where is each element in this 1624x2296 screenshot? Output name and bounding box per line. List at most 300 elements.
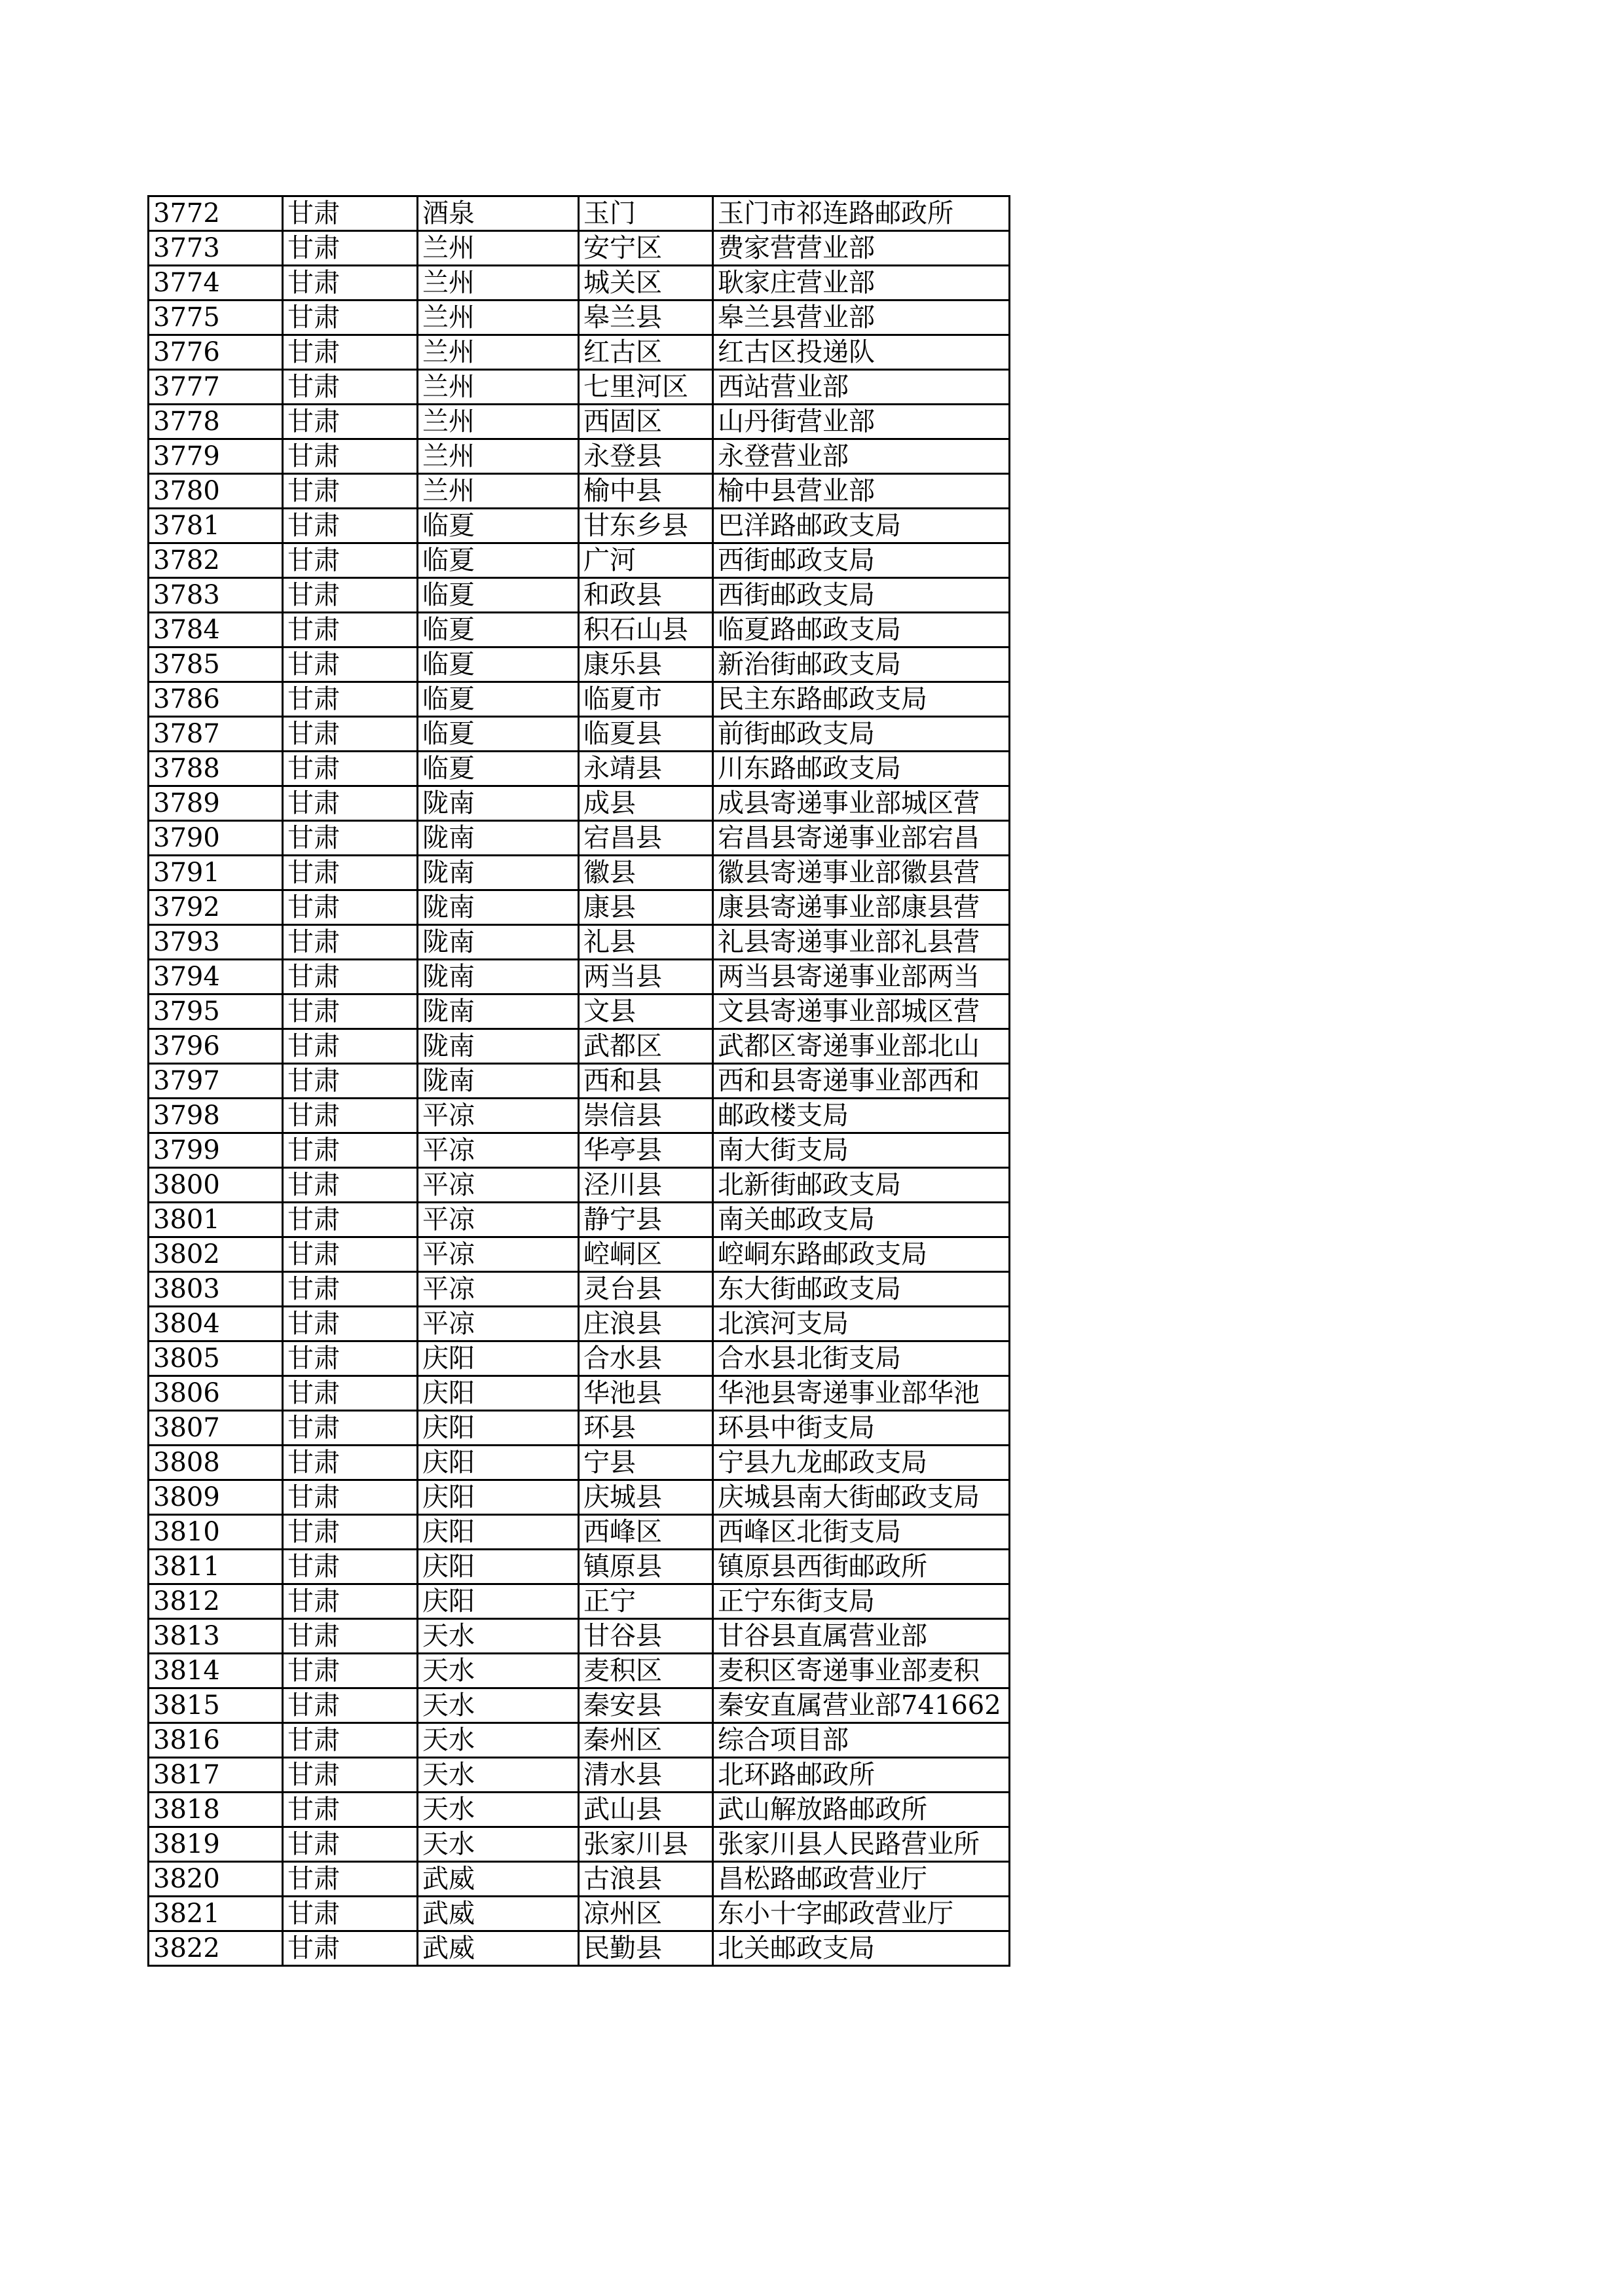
- city-cell: 天水: [418, 1654, 579, 1688]
- table-row: [149, 370, 1010, 405]
- city-cell: 庆阳: [418, 1550, 579, 1584]
- table-row: [149, 1133, 1010, 1168]
- province-cell: 甘肃: [283, 474, 418, 509]
- province-cell: 甘肃: [283, 682, 418, 717]
- row-number-cell: 3780: [149, 474, 283, 509]
- province-cell: 甘肃: [283, 1307, 418, 1341]
- city-cell: 酒泉: [418, 196, 579, 231]
- city-cell: 临夏: [418, 717, 579, 752]
- office-name-cell: 永登营业部: [713, 439, 1010, 474]
- office-name-cell: 北关邮政支局: [713, 1931, 1010, 1966]
- table-row: [149, 1168, 1010, 1203]
- office-name-cell: 正宁东街支局: [713, 1584, 1010, 1619]
- city-cell: 兰州: [418, 370, 579, 405]
- district-cell: 武山县: [579, 1793, 713, 1827]
- table-row: [149, 647, 1010, 682]
- office-name-cell: 南大街支局: [713, 1133, 1010, 1168]
- district-cell: 城关区: [579, 266, 713, 301]
- row-number-cell: 3792: [149, 890, 283, 925]
- office-name-cell: 巴洋路邮政支局: [713, 509, 1010, 543]
- office-name-cell: 康县寄递事业部康县营: [713, 890, 1010, 925]
- district-cell: 凉州区: [579, 1897, 713, 1931]
- district-cell: 庄浪县: [579, 1307, 713, 1341]
- table-row: [149, 1272, 1010, 1307]
- province-cell: 甘肃: [283, 405, 418, 439]
- table-row: [149, 1931, 1010, 1966]
- province-cell: 甘肃: [283, 1099, 418, 1133]
- row-number-cell: 3810: [149, 1515, 283, 1550]
- district-cell: 静宁县: [579, 1203, 713, 1237]
- row-number-cell: 3814: [149, 1654, 283, 1688]
- city-cell: 武威: [418, 1897, 579, 1931]
- city-cell: 庆阳: [418, 1515, 579, 1550]
- table-row: [149, 1758, 1010, 1793]
- district-cell: 秦安县: [579, 1688, 713, 1723]
- table-row: [149, 1550, 1010, 1584]
- city-cell: 兰州: [418, 405, 579, 439]
- district-cell: 文县: [579, 994, 713, 1029]
- row-number-cell: 3820: [149, 1862, 283, 1897]
- city-cell: 兰州: [418, 231, 579, 266]
- province-cell: 甘肃: [283, 1654, 418, 1688]
- row-number-cell: 3785: [149, 647, 283, 682]
- province-cell: 甘肃: [283, 1203, 418, 1237]
- table-row: [149, 890, 1010, 925]
- table-row: [149, 474, 1010, 509]
- city-cell: 天水: [418, 1619, 579, 1654]
- district-cell: 永靖县: [579, 752, 713, 786]
- row-number-cell: 3811: [149, 1550, 283, 1584]
- row-number-cell: 3793: [149, 925, 283, 960]
- office-name-cell: 宁县九龙邮政支局: [713, 1446, 1010, 1480]
- row-number-cell: 3776: [149, 335, 283, 370]
- table-row: [149, 1480, 1010, 1515]
- city-cell: 天水: [418, 1723, 579, 1758]
- row-number-cell: 3791: [149, 856, 283, 890]
- office-name-cell: 综合项目部: [713, 1723, 1010, 1758]
- city-cell: 天水: [418, 1688, 579, 1723]
- table-row: [149, 301, 1010, 335]
- district-cell: 华池县: [579, 1376, 713, 1411]
- province-cell: 甘肃: [283, 1237, 418, 1272]
- district-cell: 皋兰县: [579, 301, 713, 335]
- office-name-cell: 环县中街支局: [713, 1411, 1010, 1446]
- district-cell: 庆城县: [579, 1480, 713, 1515]
- office-name-cell: 费家营营业部: [713, 231, 1010, 266]
- table-row: [149, 196, 1010, 231]
- province-cell: 甘肃: [283, 1897, 418, 1931]
- city-cell: 庆阳: [418, 1446, 579, 1480]
- province-cell: 甘肃: [283, 266, 418, 301]
- table-row: [149, 335, 1010, 370]
- city-cell: 临夏: [418, 578, 579, 613]
- district-cell: 灵台县: [579, 1272, 713, 1307]
- row-number-cell: 3798: [149, 1099, 283, 1133]
- row-number-cell: 3774: [149, 266, 283, 301]
- city-cell: 武威: [418, 1862, 579, 1897]
- office-name-cell: 华池县寄递事业部华池: [713, 1376, 1010, 1411]
- province-cell: 甘肃: [283, 1272, 418, 1307]
- city-cell: 庆阳: [418, 1341, 579, 1376]
- office-name-cell: 成县寄递事业部城区营: [713, 786, 1010, 821]
- district-cell: 甘谷县: [579, 1619, 713, 1654]
- district-cell: 武都区: [579, 1029, 713, 1064]
- office-name-cell: 秦安直属营业部741662: [713, 1688, 1010, 1723]
- district-cell: 广河: [579, 543, 713, 578]
- district-cell: 临夏市: [579, 682, 713, 717]
- table-row: [149, 1411, 1010, 1446]
- city-cell: 武威: [418, 1931, 579, 1966]
- table-row: [149, 1688, 1010, 1723]
- table-row: [149, 1619, 1010, 1654]
- office-name-cell: 镇原县西街邮政所: [713, 1550, 1010, 1584]
- city-cell: 天水: [418, 1793, 579, 1827]
- row-number-cell: 3783: [149, 578, 283, 613]
- row-number-cell: 3806: [149, 1376, 283, 1411]
- province-cell: 甘肃: [283, 1758, 418, 1793]
- province-cell: 甘肃: [283, 578, 418, 613]
- row-number-cell: 3808: [149, 1446, 283, 1480]
- district-cell: 积石山县: [579, 613, 713, 647]
- table-row: [149, 266, 1010, 301]
- province-cell: 甘肃: [283, 439, 418, 474]
- district-cell: 临夏县: [579, 717, 713, 752]
- district-cell: 镇原县: [579, 1550, 713, 1584]
- province-cell: 甘肃: [283, 370, 418, 405]
- district-cell: 红古区: [579, 335, 713, 370]
- table-row: [149, 682, 1010, 717]
- row-number-cell: 3788: [149, 752, 283, 786]
- province-cell: 甘肃: [283, 1619, 418, 1654]
- province-cell: 甘肃: [283, 543, 418, 578]
- table-row: [149, 960, 1010, 994]
- office-name-cell: 北新街邮政支局: [713, 1168, 1010, 1203]
- city-cell: 陇南: [418, 925, 579, 960]
- province-cell: 甘肃: [283, 1064, 418, 1099]
- row-number-cell: 3813: [149, 1619, 283, 1654]
- table-row: [149, 856, 1010, 890]
- office-name-cell: 东小十字邮政营业厅: [713, 1897, 1010, 1931]
- office-name-cell: 西街邮政支局: [713, 543, 1010, 578]
- city-cell: 兰州: [418, 301, 579, 335]
- district-cell: 清水县: [579, 1758, 713, 1793]
- row-number-cell: 3786: [149, 682, 283, 717]
- row-number-cell: 3816: [149, 1723, 283, 1758]
- office-name-cell: 南关邮政支局: [713, 1203, 1010, 1237]
- city-cell: 陇南: [418, 1064, 579, 1099]
- table-row: [149, 1203, 1010, 1237]
- office-name-cell: 西和县寄递事业部西和: [713, 1064, 1010, 1099]
- district-cell: 徽县: [579, 856, 713, 890]
- city-cell: 临夏: [418, 752, 579, 786]
- table-row: [149, 1723, 1010, 1758]
- table-row: [149, 231, 1010, 266]
- table-row: [149, 1446, 1010, 1480]
- province-cell: 甘肃: [283, 1411, 418, 1446]
- province-cell: 甘肃: [283, 1584, 418, 1619]
- city-cell: 陇南: [418, 960, 579, 994]
- row-number-cell: 3807: [149, 1411, 283, 1446]
- table-row: [149, 613, 1010, 647]
- province-cell: 甘肃: [283, 301, 418, 335]
- table-row: [149, 1307, 1010, 1341]
- city-cell: 陇南: [418, 786, 579, 821]
- table-row: [149, 1584, 1010, 1619]
- city-cell: 平凉: [418, 1168, 579, 1203]
- office-name-cell: 西站营业部: [713, 370, 1010, 405]
- table-row: [149, 1862, 1010, 1897]
- row-number-cell: 3796: [149, 1029, 283, 1064]
- city-cell: 平凉: [418, 1133, 579, 1168]
- district-cell: 两当县: [579, 960, 713, 994]
- province-cell: 甘肃: [283, 1931, 418, 1966]
- district-cell: 泾川县: [579, 1168, 713, 1203]
- district-cell: 正宁: [579, 1584, 713, 1619]
- row-number-cell: 3822: [149, 1931, 283, 1966]
- city-cell: 临夏: [418, 647, 579, 682]
- row-number-cell: 3781: [149, 509, 283, 543]
- province-cell: 甘肃: [283, 925, 418, 960]
- district-cell: 崆峒区: [579, 1237, 713, 1272]
- district-cell: 榆中县: [579, 474, 713, 509]
- office-name-cell: 西峰区北街支局: [713, 1515, 1010, 1550]
- data-table: [147, 195, 1010, 1967]
- row-number-cell: 3799: [149, 1133, 283, 1168]
- row-number-cell: 3819: [149, 1827, 283, 1862]
- row-number-cell: 3777: [149, 370, 283, 405]
- city-cell: 庆阳: [418, 1376, 579, 1411]
- table-row: [149, 1341, 1010, 1376]
- row-number-cell: 3790: [149, 821, 283, 856]
- office-name-cell: 邮政楼支局: [713, 1099, 1010, 1133]
- table-body: [149, 196, 1010, 1966]
- province-cell: 甘肃: [283, 1550, 418, 1584]
- province-cell: 甘肃: [283, 1827, 418, 1862]
- province-cell: 甘肃: [283, 613, 418, 647]
- office-name-cell: 庆城县南大街邮政支局: [713, 1480, 1010, 1515]
- district-cell: 麦积区: [579, 1654, 713, 1688]
- city-cell: 陇南: [418, 890, 579, 925]
- province-cell: 甘肃: [283, 752, 418, 786]
- row-number-cell: 3812: [149, 1584, 283, 1619]
- table-row: [149, 752, 1010, 786]
- province-cell: 甘肃: [283, 1341, 418, 1376]
- table-row: [149, 994, 1010, 1029]
- office-name-cell: 宕昌县寄递事业部宕昌: [713, 821, 1010, 856]
- district-cell: 康乐县: [579, 647, 713, 682]
- province-cell: 甘肃: [283, 196, 418, 231]
- office-name-cell: 两当县寄递事业部两当: [713, 960, 1010, 994]
- district-cell: 永登县: [579, 439, 713, 474]
- office-name-cell: 榆中县营业部: [713, 474, 1010, 509]
- district-cell: 西固区: [579, 405, 713, 439]
- table-row: [149, 1237, 1010, 1272]
- office-name-cell: 红古区投递队: [713, 335, 1010, 370]
- office-name-cell: 张家川县人民路营业所: [713, 1827, 1010, 1862]
- city-cell: 庆阳: [418, 1584, 579, 1619]
- province-cell: 甘肃: [283, 1862, 418, 1897]
- table-row: [149, 439, 1010, 474]
- office-name-cell: 合水县北街支局: [713, 1341, 1010, 1376]
- table-row: [149, 821, 1010, 856]
- row-number-cell: 3817: [149, 1758, 283, 1793]
- province-cell: 甘肃: [283, 1688, 418, 1723]
- office-name-cell: 徽县寄递事业部徽县营: [713, 856, 1010, 890]
- office-name-cell: 北环路邮政所: [713, 1758, 1010, 1793]
- office-name-cell: 昌松路邮政营业厅: [713, 1862, 1010, 1897]
- office-name-cell: 耿家庄营业部: [713, 266, 1010, 301]
- row-number-cell: 3789: [149, 786, 283, 821]
- row-number-cell: 3782: [149, 543, 283, 578]
- district-cell: 宕昌县: [579, 821, 713, 856]
- row-number-cell: 3804: [149, 1307, 283, 1341]
- table-row: [149, 1897, 1010, 1931]
- row-number-cell: 3815: [149, 1688, 283, 1723]
- office-name-cell: 麦积区寄递事业部麦积: [713, 1654, 1010, 1688]
- table-row: [149, 543, 1010, 578]
- office-name-cell: 玉门市祁连路邮政所: [713, 196, 1010, 231]
- city-cell: 兰州: [418, 439, 579, 474]
- city-cell: 兰州: [418, 474, 579, 509]
- office-name-cell: 山丹街营业部: [713, 405, 1010, 439]
- province-cell: 甘肃: [283, 1793, 418, 1827]
- city-cell: 临夏: [418, 682, 579, 717]
- district-cell: 成县: [579, 786, 713, 821]
- row-number-cell: 3802: [149, 1237, 283, 1272]
- table-row: [149, 1654, 1010, 1688]
- office-name-cell: 武都区寄递事业部北山: [713, 1029, 1010, 1064]
- province-cell: 甘肃: [283, 1376, 418, 1411]
- row-number-cell: 3818: [149, 1793, 283, 1827]
- office-name-cell: 新治街邮政支局: [713, 647, 1010, 682]
- city-cell: 临夏: [418, 543, 579, 578]
- row-number-cell: 3794: [149, 960, 283, 994]
- province-cell: 甘肃: [283, 960, 418, 994]
- district-cell: 安宁区: [579, 231, 713, 266]
- district-cell: 七里河区: [579, 370, 713, 405]
- city-cell: 天水: [418, 1827, 579, 1862]
- province-cell: 甘肃: [283, 1480, 418, 1515]
- row-number-cell: 3772: [149, 196, 283, 231]
- district-cell: 西峰区: [579, 1515, 713, 1550]
- city-cell: 陇南: [418, 856, 579, 890]
- city-cell: 临夏: [418, 613, 579, 647]
- province-cell: 甘肃: [283, 1168, 418, 1203]
- province-cell: 甘肃: [283, 717, 418, 752]
- district-cell: 环县: [579, 1411, 713, 1446]
- province-cell: 甘肃: [283, 647, 418, 682]
- province-cell: 甘肃: [283, 890, 418, 925]
- province-cell: 甘肃: [283, 335, 418, 370]
- city-cell: 陇南: [418, 994, 579, 1029]
- province-cell: 甘肃: [283, 1723, 418, 1758]
- table-row: [149, 578, 1010, 613]
- district-cell: 康县: [579, 890, 713, 925]
- row-number-cell: 3805: [149, 1341, 283, 1376]
- city-cell: 庆阳: [418, 1480, 579, 1515]
- row-number-cell: 3821: [149, 1897, 283, 1931]
- city-cell: 兰州: [418, 335, 579, 370]
- table-row: [149, 1099, 1010, 1133]
- district-cell: 西和县: [579, 1064, 713, 1099]
- district-cell: 和政县: [579, 578, 713, 613]
- district-cell: 甘东乡县: [579, 509, 713, 543]
- office-name-cell: 东大街邮政支局: [713, 1272, 1010, 1307]
- district-cell: 礼县: [579, 925, 713, 960]
- city-cell: 陇南: [418, 821, 579, 856]
- table-row: [149, 1376, 1010, 1411]
- table-row: [149, 717, 1010, 752]
- table-row: [149, 1827, 1010, 1862]
- row-number-cell: 3801: [149, 1203, 283, 1237]
- office-name-cell: 崆峒东路邮政支局: [713, 1237, 1010, 1272]
- office-name-cell: 民主东路邮政支局: [713, 682, 1010, 717]
- row-number-cell: 3784: [149, 613, 283, 647]
- office-name-cell: 北滨河支局: [713, 1307, 1010, 1341]
- office-name-cell: 礼县寄递事业部礼县营: [713, 925, 1010, 960]
- row-number-cell: 3795: [149, 994, 283, 1029]
- district-cell: 崇信县: [579, 1099, 713, 1133]
- row-number-cell: 3787: [149, 717, 283, 752]
- province-cell: 甘肃: [283, 1029, 418, 1064]
- row-number-cell: 3803: [149, 1272, 283, 1307]
- table-row: [149, 1515, 1010, 1550]
- province-cell: 甘肃: [283, 509, 418, 543]
- row-number-cell: 3809: [149, 1480, 283, 1515]
- province-cell: 甘肃: [283, 786, 418, 821]
- province-cell: 甘肃: [283, 231, 418, 266]
- table-row: [149, 1793, 1010, 1827]
- row-number-cell: 3773: [149, 231, 283, 266]
- city-cell: 陇南: [418, 1029, 579, 1064]
- office-name-cell: 川东路邮政支局: [713, 752, 1010, 786]
- district-cell: 张家川县: [579, 1827, 713, 1862]
- row-number-cell: 3778: [149, 405, 283, 439]
- district-cell: 秦州区: [579, 1723, 713, 1758]
- office-name-cell: 前街邮政支局: [713, 717, 1010, 752]
- office-name-cell: 皋兰县营业部: [713, 301, 1010, 335]
- table-row: [149, 509, 1010, 543]
- office-name-cell: 甘谷县直属营业部: [713, 1619, 1010, 1654]
- province-cell: 甘肃: [283, 994, 418, 1029]
- city-cell: 平凉: [418, 1237, 579, 1272]
- row-number-cell: 3797: [149, 1064, 283, 1099]
- table-row: [149, 1064, 1010, 1099]
- table-row: [149, 786, 1010, 821]
- city-cell: 庆阳: [418, 1411, 579, 1446]
- city-cell: 兰州: [418, 266, 579, 301]
- office-name-cell: 西街邮政支局: [713, 578, 1010, 613]
- city-cell: 平凉: [418, 1203, 579, 1237]
- office-name-cell: 武山解放路邮政所: [713, 1793, 1010, 1827]
- row-number-cell: 3779: [149, 439, 283, 474]
- province-cell: 甘肃: [283, 1133, 418, 1168]
- city-cell: 平凉: [418, 1272, 579, 1307]
- office-name-cell: 临夏路邮政支局: [713, 613, 1010, 647]
- district-cell: 华亭县: [579, 1133, 713, 1168]
- province-cell: 甘肃: [283, 821, 418, 856]
- district-cell: 宁县: [579, 1446, 713, 1480]
- city-cell: 平凉: [418, 1307, 579, 1341]
- district-cell: 古浪县: [579, 1862, 713, 1897]
- row-number-cell: 3800: [149, 1168, 283, 1203]
- district-cell: 合水县: [579, 1341, 713, 1376]
- province-cell: 甘肃: [283, 1446, 418, 1480]
- office-name-cell: 文县寄递事业部城区营: [713, 994, 1010, 1029]
- district-cell: 民勤县: [579, 1931, 713, 1966]
- table-row: [149, 1029, 1010, 1064]
- province-cell: 甘肃: [283, 1515, 418, 1550]
